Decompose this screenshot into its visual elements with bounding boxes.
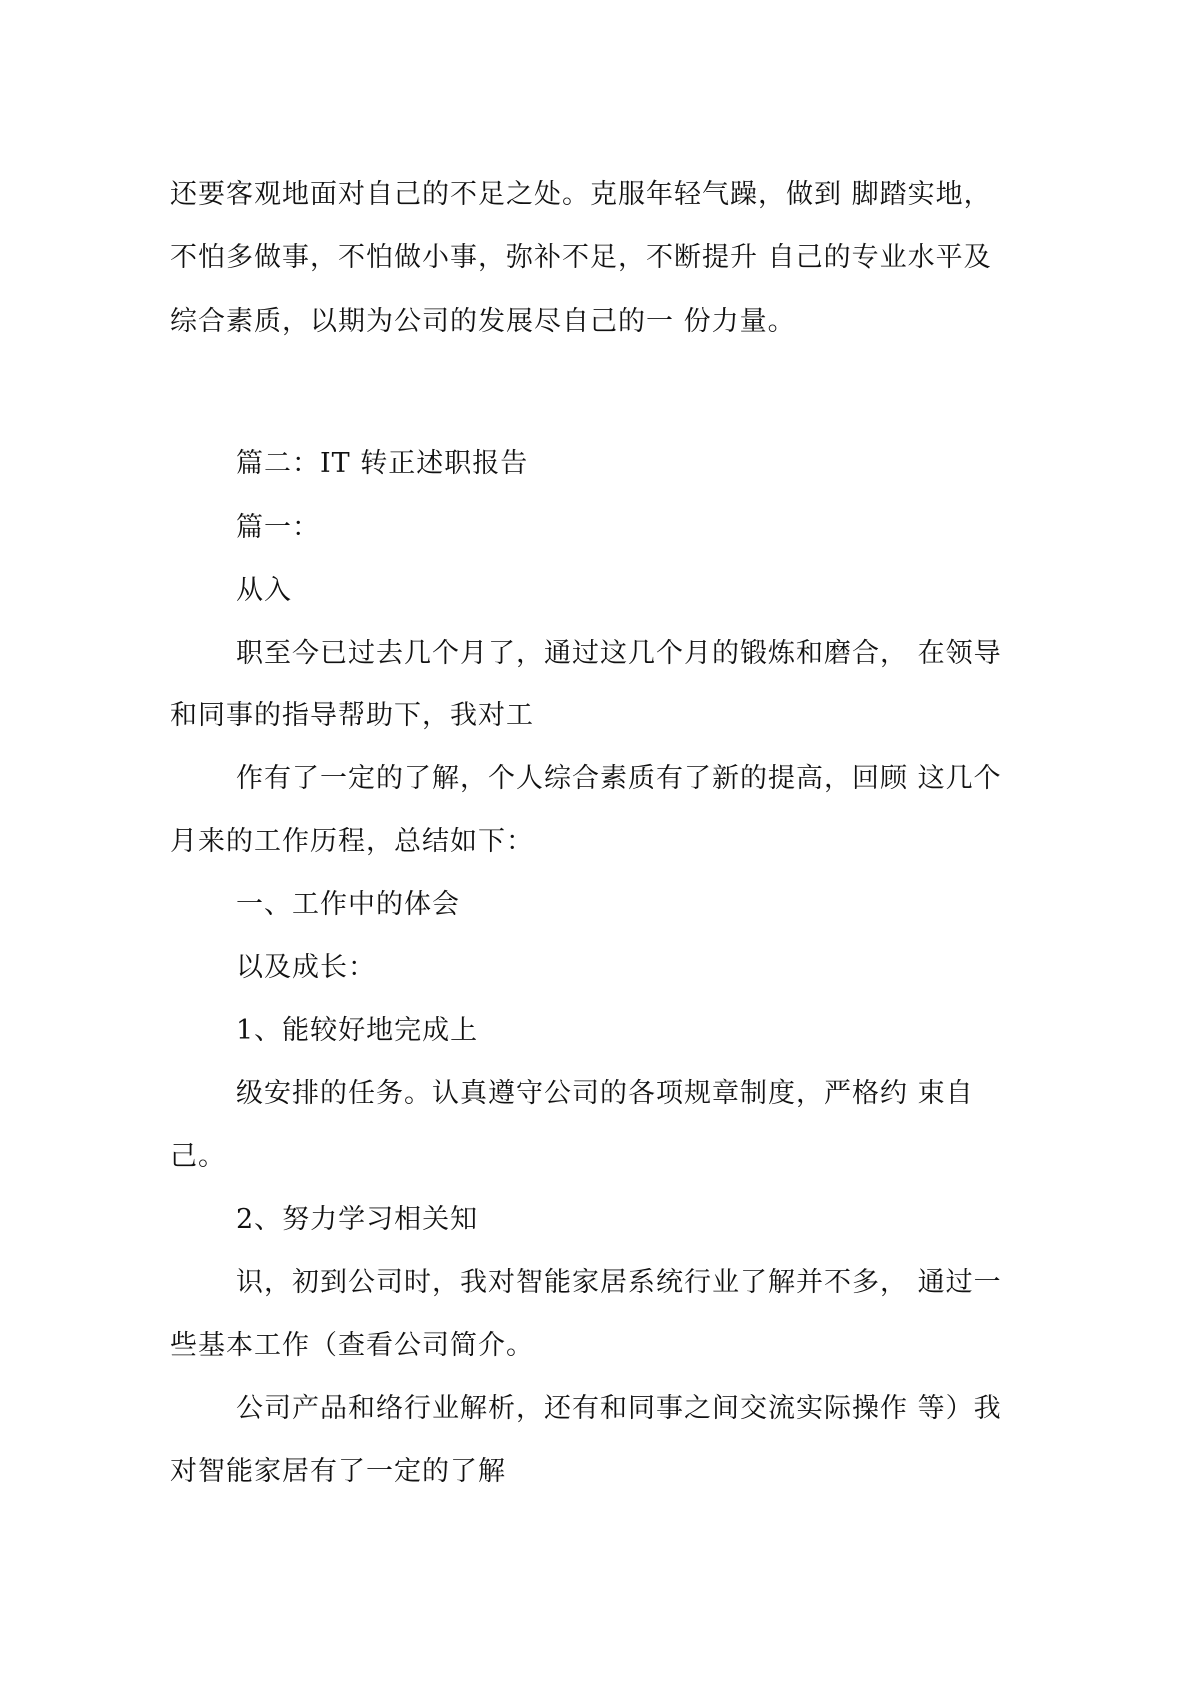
text-line: 级安排的任务。认真遵守公司的各项规章制度，严格约 束自 xyxy=(236,1078,974,1109)
text-line: 对智能家居有了一定的了解 xyxy=(170,1456,506,1487)
text-line: 己。 xyxy=(170,1141,226,1172)
text-line: 识，初到公司时，我对智能家居系统行业了解并不多， 通过一 xyxy=(236,1267,1002,1298)
subsection-heading: 篇一： xyxy=(236,512,320,543)
text-line: 1、能较好地完成上 xyxy=(236,1015,479,1046)
text-line: 还要客观地面对自己的不足之处。克服年轻气躁，做到 脚踏实地， xyxy=(170,179,992,210)
text-line: 作有了一定的了解，个人综合素质有了新的提高，回顾 这几个 xyxy=(236,763,1002,794)
text-line: 公司产品和络行业解析，还有和同事之间交流实际操作 等）我 xyxy=(236,1393,1002,1424)
text-line: 综合素质，以期为公司的发展尽自己的一 份力量。 xyxy=(170,306,796,337)
text-line: 月来的工作历程，总结如下： xyxy=(170,826,534,857)
text-line: 2、努力学习相关知 xyxy=(236,1204,479,1235)
text-line: 和同事的指导帮助下，我对工 xyxy=(170,700,534,731)
text-line: 些基本工作（查看公司简介。 xyxy=(170,1330,534,1361)
text-line: 以及成长： xyxy=(236,952,376,983)
text-line: 职至今已过去几个月了，通过这几个月的锻炼和磨合， 在领导 xyxy=(236,638,1002,669)
section-heading: 篇二：IT 转正述职报告 xyxy=(236,448,529,479)
text-line: 一、工作中的体会 xyxy=(236,889,460,920)
text-line: 从入 xyxy=(236,575,292,606)
text-line: 不怕多做事，不怕做小事，弥补不足，不断提升 自己的专业水平及 xyxy=(170,242,992,273)
